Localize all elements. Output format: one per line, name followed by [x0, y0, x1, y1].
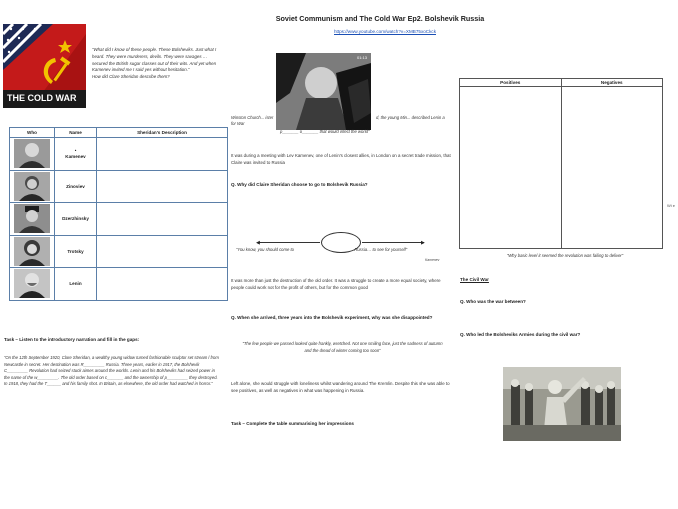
- intro-quote: [92, 47, 222, 81]
- kamenev-quote: [236, 247, 451, 252]
- portrait-lenin: [14, 269, 50, 298]
- table-row: [10, 203, 228, 236]
- name-lenin: Lenin: [69, 281, 82, 287]
- side-mark: Wi e: [667, 203, 675, 208]
- question-war-between: Q. Who was the war between?: [460, 299, 526, 304]
- name-header: Name: [55, 128, 97, 138]
- arrow-line-right: [362, 242, 424, 243]
- arrow-line-left: [258, 242, 320, 243]
- description-cell[interactable]: [97, 235, 228, 268]
- video-still: [276, 53, 371, 130]
- positives-cell[interactable]: [460, 87, 562, 249]
- name-kamenev: Kamenev: [65, 154, 86, 160]
- portrait-trotsky: [14, 237, 50, 266]
- task-listen: Task – Listen to the introductory narration and fill in the gaps:: [4, 337, 140, 342]
- description-cell[interactable]: [97, 203, 228, 236]
- table-row: [10, 268, 228, 301]
- kremlin-paragraph: Left alone, she would struggle with loneliness whilst wandering around The Kremlin. Despite this she was able to see positives, as well as negatives in what was happening in Russia.: [231, 381, 450, 393]
- impressions-table: [459, 78, 663, 249]
- description-cell[interactable]: [97, 138, 228, 171]
- video-timestamp: 01:13: [356, 55, 367, 60]
- quote-attribution: Kamenev: [425, 258, 440, 262]
- kamenev-quote-left: “You know, you should come to: [236, 247, 294, 252]
- name-dzerzhinsky: Dzerzhinsky: [62, 216, 89, 222]
- civil-war-photo: [503, 367, 621, 441]
- arrow-left-icon: ◀: [256, 240, 260, 246]
- row-mark: •: [74, 148, 77, 154]
- logo-caption: THE COLD WAR: [7, 93, 77, 103]
- struggle-paragraph: It was more than just the destruction of the old order. It was a struggle to create a more equal society, where people could work not for the profit of others, but for the common good: [231, 278, 441, 290]
- table-row: [10, 170, 228, 203]
- name-trotsky: Trotsky: [67, 248, 84, 254]
- impressions-header: [460, 79, 663, 87]
- clip-left-text: Winston Church... ister for War: [231, 115, 274, 127]
- arrow-right-icon: ▶: [421, 240, 425, 246]
- kamenev-quote-right: Russia… to see for yourself”: [354, 247, 408, 252]
- page-title: Soviet Communism and The Cold War Ep2. Bolshevik Russia: [275, 14, 485, 23]
- task-complete-table: Task – Complete the table summarising her impressions: [231, 421, 354, 426]
- who-table: [9, 127, 228, 301]
- intro-question: How did Clare Sheridan describe them?: [92, 74, 170, 80]
- description-cell[interactable]: [97, 268, 228, 301]
- question-who-led: Q. Who led the Bolsheviks Armies during the civil war?: [460, 332, 581, 337]
- negatives-header: Negatives: [561, 79, 663, 87]
- cold-war-logo: [3, 24, 86, 108]
- table-row: [10, 138, 228, 171]
- impressions-row: [460, 87, 663, 249]
- portrait-kamenev: [14, 139, 50, 168]
- intro-quote-text: “What did I know of these people. These Bolsheviks. Just what I heard. They were murderers, devils. They were savages … secured the British sugar classes out of their wits. And yet when Kamenev invited me I said yes without hesitation.”: [92, 47, 217, 73]
- negatives-cell[interactable]: [561, 87, 663, 249]
- portrait-zinoviev: [14, 172, 50, 201]
- positives-header: Positives: [460, 79, 562, 87]
- narration-gap-fill: “On the 12th September 1920, Clare Sheridan, a wealthy young widow turned fashionable sculptor set stream l from Newcastle in secret. Her destination was R_________ Russia. Three years, earlier in 1917, the Bolshevik C_________ Revolution had seized stuck aimes around the worlds. Lenin and his Bolsheviks had seized power in the name of the w_________. The old order based on c_______ and the ownership of p_________ they destroyed. In 1918, they had the T______ and his family shot. In Britain, as elsewhere, the old order had watched in horror.”: [4, 355, 219, 387]
- name-zinoviev: Zinoviev: [66, 183, 85, 189]
- who-table-header: [10, 128, 228, 138]
- question-why-russia: Q. Why did Claire Sheridan choose to go to Bolshevik Russia?: [231, 182, 368, 187]
- civil-war-heading: The Civil War: [460, 277, 489, 282]
- who-header: Who: [10, 128, 55, 138]
- table-row: [10, 235, 228, 268]
- failing-quote: “Why basic level it seemed the revolution was failing to deliver”: [506, 253, 624, 258]
- description-cell[interactable]: [97, 170, 228, 203]
- wretched-quote: “The few people we passed looked quite frankly, wretched. Not one smiling face, just the sadness of autumn and the dread of winter coming too soon”: [242, 341, 443, 353]
- kamenev-paragraph: It was during a meeting with Lev Kamenev, one of Lenin's closest allies, in London on a secret trade mission, that Claire was invited to Russia: [231, 153, 451, 165]
- description-header: Sheridan's Description: [97, 128, 228, 138]
- portrait-dzerzhinsky: [14, 204, 50, 233]
- clip-right-text: d, the young Min... described Lenin a: [376, 115, 445, 120]
- video-link[interactable]: https://www.youtube.com/watch?v=XMB75xoCkck: [334, 29, 436, 34]
- clip-bottom-text: p_______ o_______ that would infect the world”: [280, 129, 370, 134]
- question-disappointed: Q. When she arrived, three years into the Bolshevik experiment, why was she disappointed?: [231, 315, 433, 320]
